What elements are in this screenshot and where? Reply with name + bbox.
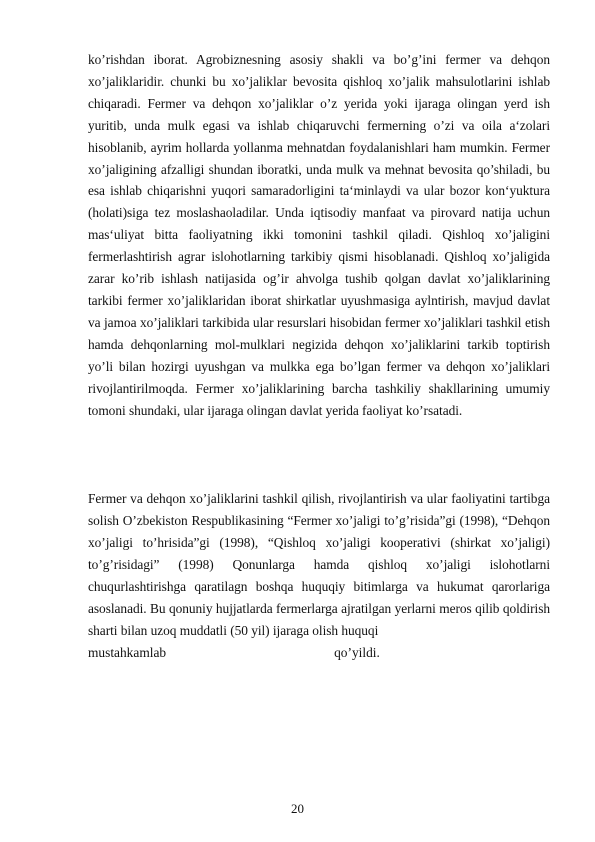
last-line-end: qo’yildi. xyxy=(334,644,380,660)
paragraph-agrobusiness: ko’rishdan iborat. Agrobiznesning asosiy shakli va bo’g’ini fermer va dehqon xo’jaliklaridir. chunki bu xo’jaliklar bevosita qishloq xo’jalik mahsulotlarini ishlab chiqaradi. Fermer va dehqon xo’jaliklar o’z yerida yoki ijaraga olingan yerd ish yuritib, unda mulk egasi va ishlab chiqaruvchi fermerning o’zi va oila a‘zolari hisoblanib, ayrim hollarda yollanma mehnatdan foydalanishlari ham mumkin. Fermer xo’jaligining afzalligi shundan iboratki, unda mulk va mehnat bevosita qo’shiladi, bu esa ishlab chiqarishni yuqori samaradorligini ta‘minlaydi va ular bozor kon‘yuktura (holati)siga tez moslashaoladilar. Unda iqtisodiy manfaat va pirovard natija uchun mas‘uliyat bitta faoliyatning ikki tomonini tashkil qiladi. Qishloq xo’jaligini fermerlashtirish agrar islohotlarning tarkibiy qismi hisoblanadi. Qishloq xo’jaligida zarar ko’rib ishlash natijasida og’ir ahvolga tushib qolgan davlat xo’jaliklarining tarkibi fermer xo’jaliklaridan iborat shirkatlar uyushmasiga aylntirish, mavjud davlat va jamoa xo’jaliklari tarkibida ular resurslari hisobidan fermer xo’jaliklari tashkil etish hamda dehqonlarning mol-mulklari negizida dehqon xo’jaliklarini tarkib toptirish yo’li bilan hozirgi uyushgan va mulkka ega bo’lgan fermer va dehqon xo’jaliklari rivojlantirilmoqda. Fermer xo’jaliklarining barcha tashkiliy shakllarining umumiy tomoni shundaki, ular ijaraga olingan davlat yerida faoliyat ko’rsatadi. xyxy=(88,52,550,418)
document-page xyxy=(88,49,550,664)
last-line-start: mustahkamlab xyxy=(88,644,167,660)
paragraph-legal-basis: Fermer va dehqon xo’jaliklarini tashkil qilish, rivojlantirish va ular faoliyatini tartibga solish O’zbekiston Respublikasining “Fermer xo’jaligi to’g’risida”gi (1998), “Dehqon xo’jaligi to’hrisida”gi (1998), “Qishloq xo’jaligi kooperativi (shirkat xo’jaligi) to’g’risidagi” (1998) Qonunlarga hamda qishloq xo’jaligi islohotlarni chuqurlashtirishga qaratilagn boshqa huquqiy bitimlarga va hukumat qarorlariga asoslanadi. Bu qonuniy hujjatlarda fermerlarga ajratilgan yerlarni meros qilib qoldirish sharti bilan uzoq muddatli (50 yil) ijaraga olish huquqi xyxy=(88,491,550,638)
paragraph-legal-basis-last-line xyxy=(88,642,550,664)
paragraph-spacer xyxy=(88,421,550,488)
page-number: 20 xyxy=(291,801,304,816)
